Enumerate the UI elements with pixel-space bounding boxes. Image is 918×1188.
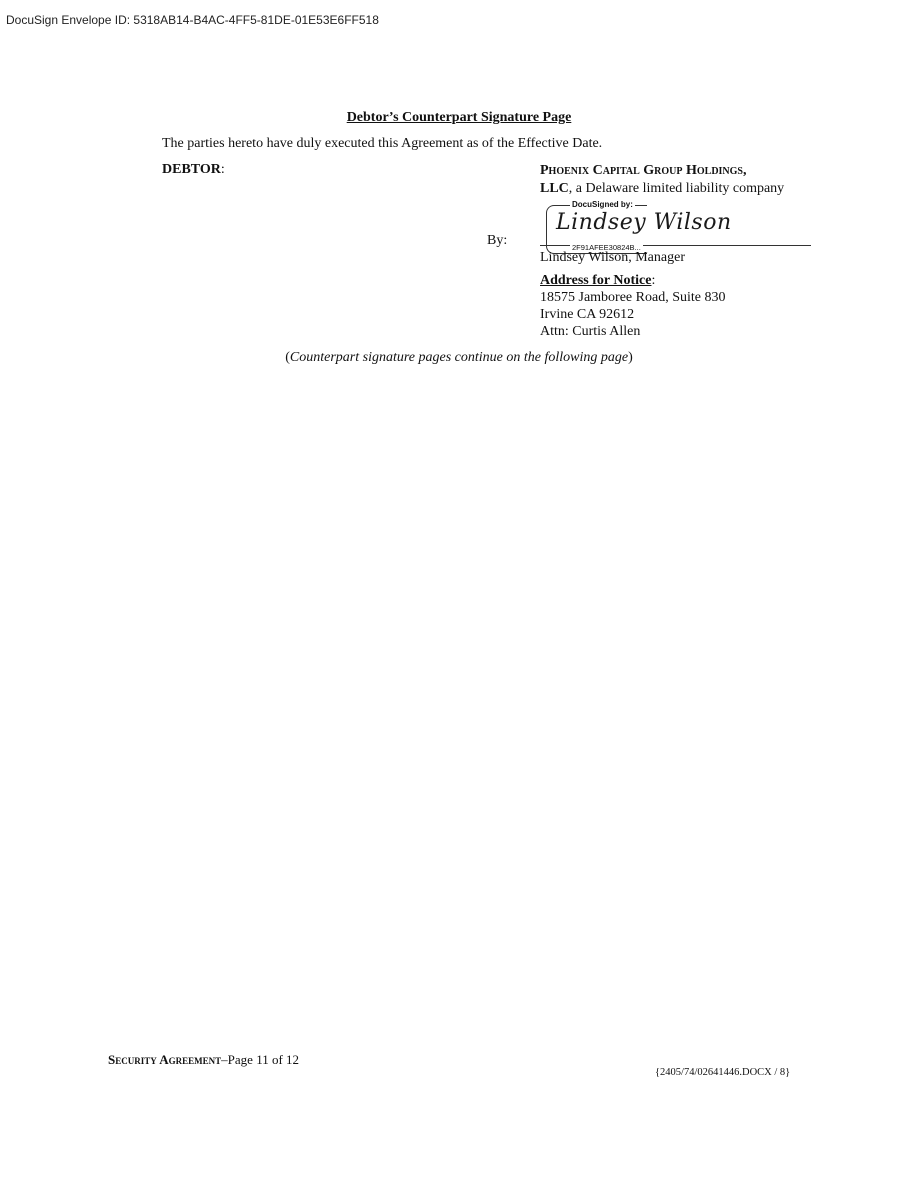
page-title: Debtor’s Counterpart Signature Page (346, 110, 572, 125)
debtor-label-text: DEBTOR (162, 162, 221, 177)
signer-id: 2F91AFEE30824B... (572, 243, 641, 252)
docusigned-by-label: DocuSigned by: (572, 200, 633, 209)
footer-document-reference: {2405/74/02641446.DOCX / 8} (655, 1067, 791, 1078)
debtor-label-suffix: : (220, 162, 225, 177)
company-description: , a Delaware limited liability company (568, 181, 785, 196)
address-header (540, 272, 725, 289)
docusign-envelope-id: DocuSign Envelope ID: 5318AB14-B4AC-4FF5-81DE-01E53E6FF518 (6, 13, 379, 27)
company-name-line2 (540, 180, 784, 198)
continuation-note (0, 350, 918, 366)
footer-document-name (108, 1052, 299, 1068)
by-label: By: (487, 233, 508, 248)
company-block (540, 162, 784, 198)
address-line2: Irvine CA 92612 (540, 307, 635, 322)
address-header-text: Address for Notice (540, 273, 652, 288)
footer-doc-title: Security Agreement (108, 1052, 222, 1067)
continuation-close: ) (628, 350, 633, 365)
debtor-label (162, 162, 225, 178)
continuation-text: Counterpart signature pages continue on the following page (289, 350, 629, 365)
intro-paragraph: The parties hereto have duly executed this Agreement as of the Effective Date. (162, 136, 603, 151)
address-line1: 18575 Jamboree Road, Suite 830 (540, 290, 726, 305)
handwritten-signature: Lindsey Wilson (556, 210, 732, 235)
address-block (540, 272, 725, 340)
footer-page-number: –Page 11 of 12 (221, 1052, 300, 1067)
address-line3: Attn: Curtis Allen (540, 324, 641, 339)
company-name-line1: Phoenix Capital Group Holdings, (540, 163, 747, 178)
signer-name-title: Lindsey Wilson, Manager (540, 250, 685, 265)
continuation-open: ( (285, 350, 290, 365)
address-header-suffix: : (651, 273, 656, 288)
company-llc: LLC (540, 181, 569, 196)
